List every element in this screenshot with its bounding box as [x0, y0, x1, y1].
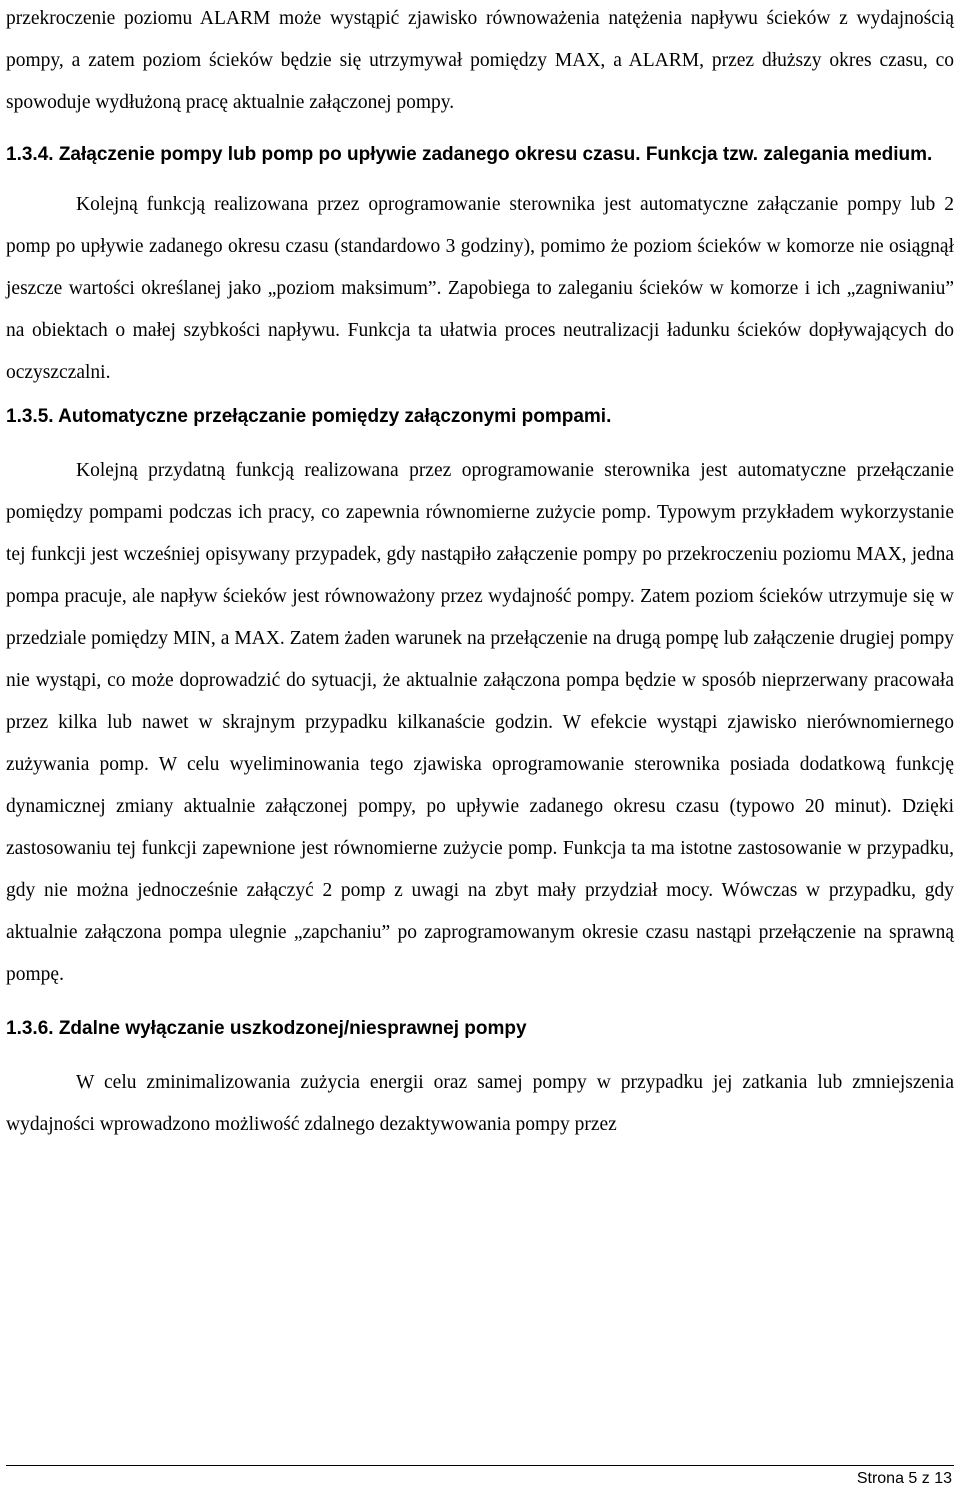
section-heading-1-3-5: 1.3.5. Automatyczne przełączanie pomiędzy załączonymi pompami. — [6, 406, 612, 427]
paragraph-section-1-3-6: W celu zminimalizowania zużycia energii oraz samej pompy w przypadku jej zatkania lub zmniejszenia wydajności wprowadzono możliwość zdalnego dezaktywowania pompy przez — [6, 1072, 954, 1135]
page-number: Strona 5 z 13 — [856, 1470, 952, 1487]
paragraph-section-1-3-5: Kolejną przydatną funkcją realizowana przez oprogramowanie sterownika jest automatyczne przełączanie pomiędzy pompami podczas ich pracy, co zapewnia równomierne zużycie pomp. Typowym przykładem wykorzystanie tej funkcji jest wcześniej opisywany przypadek, gdy nastąpiło załączenie pompy po przekroczeniu poziomu MAX, jedna pompa pracuje, ale napływ ścieków jest równoważony przez wydajność pompy. Zatem poziom ścieków utrzymuje się w przedziale pomiędzy MIN, a MAX. Zatem żaden warunek na przełączenie na drugą pompę lub załączenie drugiej pompy nie wystąpi, co może doprowadzić do sytuacji, że aktualnie załączona pompa będzie w sposób nieprzerwany pracowała przez kilka lub nawet w skrajnym przypadku kilkanaście godzin. W efekcie wystąpi zjawisko nierównomiernego zużywania pomp. W celu wyeliminowania tego zjawiska oprogramowanie sterownika posiada dodatkową funkcję dynamicznej zmiany aktualnie załączonej pompy, po upływie zadanego okresu czasu (typowo 20 minut). Dzięki zastosowaniu tej funkcji zapewnione jest równomierne zużycie pomp. Funkcja ta ma istotne zastosowanie w przypadku, gdy nie można jednocześnie załączyć 2 pomp z uwagi na zbyt mały przydział mocy. Wówczas w przypadku, gdy aktualnie załączona pompa ulegnie „zapchaniu” po zaprogramowanym okresie czasu nastąpi przełączenie na sprawną pompę. — [6, 460, 954, 985]
footer-divider — [6, 1465, 954, 1466]
document-page — [6, 0, 954, 1146]
section-heading-1-3-6: 1.3.6. Zdalne wyłączanie uszkodzonej/niesprawnej pompy — [6, 1018, 527, 1039]
section-heading-1-3-4: 1.3.4. Załączenie pompy lub pomp po upływie zadanego okresu czasu. Funkcja tzw. zalegania medium. — [6, 144, 933, 165]
paragraph-intro: przekroczenie poziomu ALARM może wystąpić zjawisko równoważenia natężenia napływu ścieków z wydajnością pompy, a zatem poziom ścieków będzie się utrzymywał pomiędzy MAX, a ALARM, przez dłuższy okres czasu, co spowoduje wydłużoną pracę aktualnie załączonej pompy. — [6, 8, 954, 113]
paragraph-section-1-3-4: Kolejną funkcją realizowana przez oprogramowanie sterownika jest automatyczne załączanie pompy lub 2 pomp po upływie zadanego okresu czasu (standardowo 3 godziny), pomimo że poziom ścieków w komorze nie osiągnął jeszcze wartości określanej jako „poziom maksimum”. Zapobiega to zaleganiu ścieków w komorze i ich „zagniwaniu” na obiektach o małej szybkości napływu. Funkcja ta ułatwia proces neutralizacji ładunku ścieków dopływających do oczyszczalni. — [6, 194, 954, 383]
